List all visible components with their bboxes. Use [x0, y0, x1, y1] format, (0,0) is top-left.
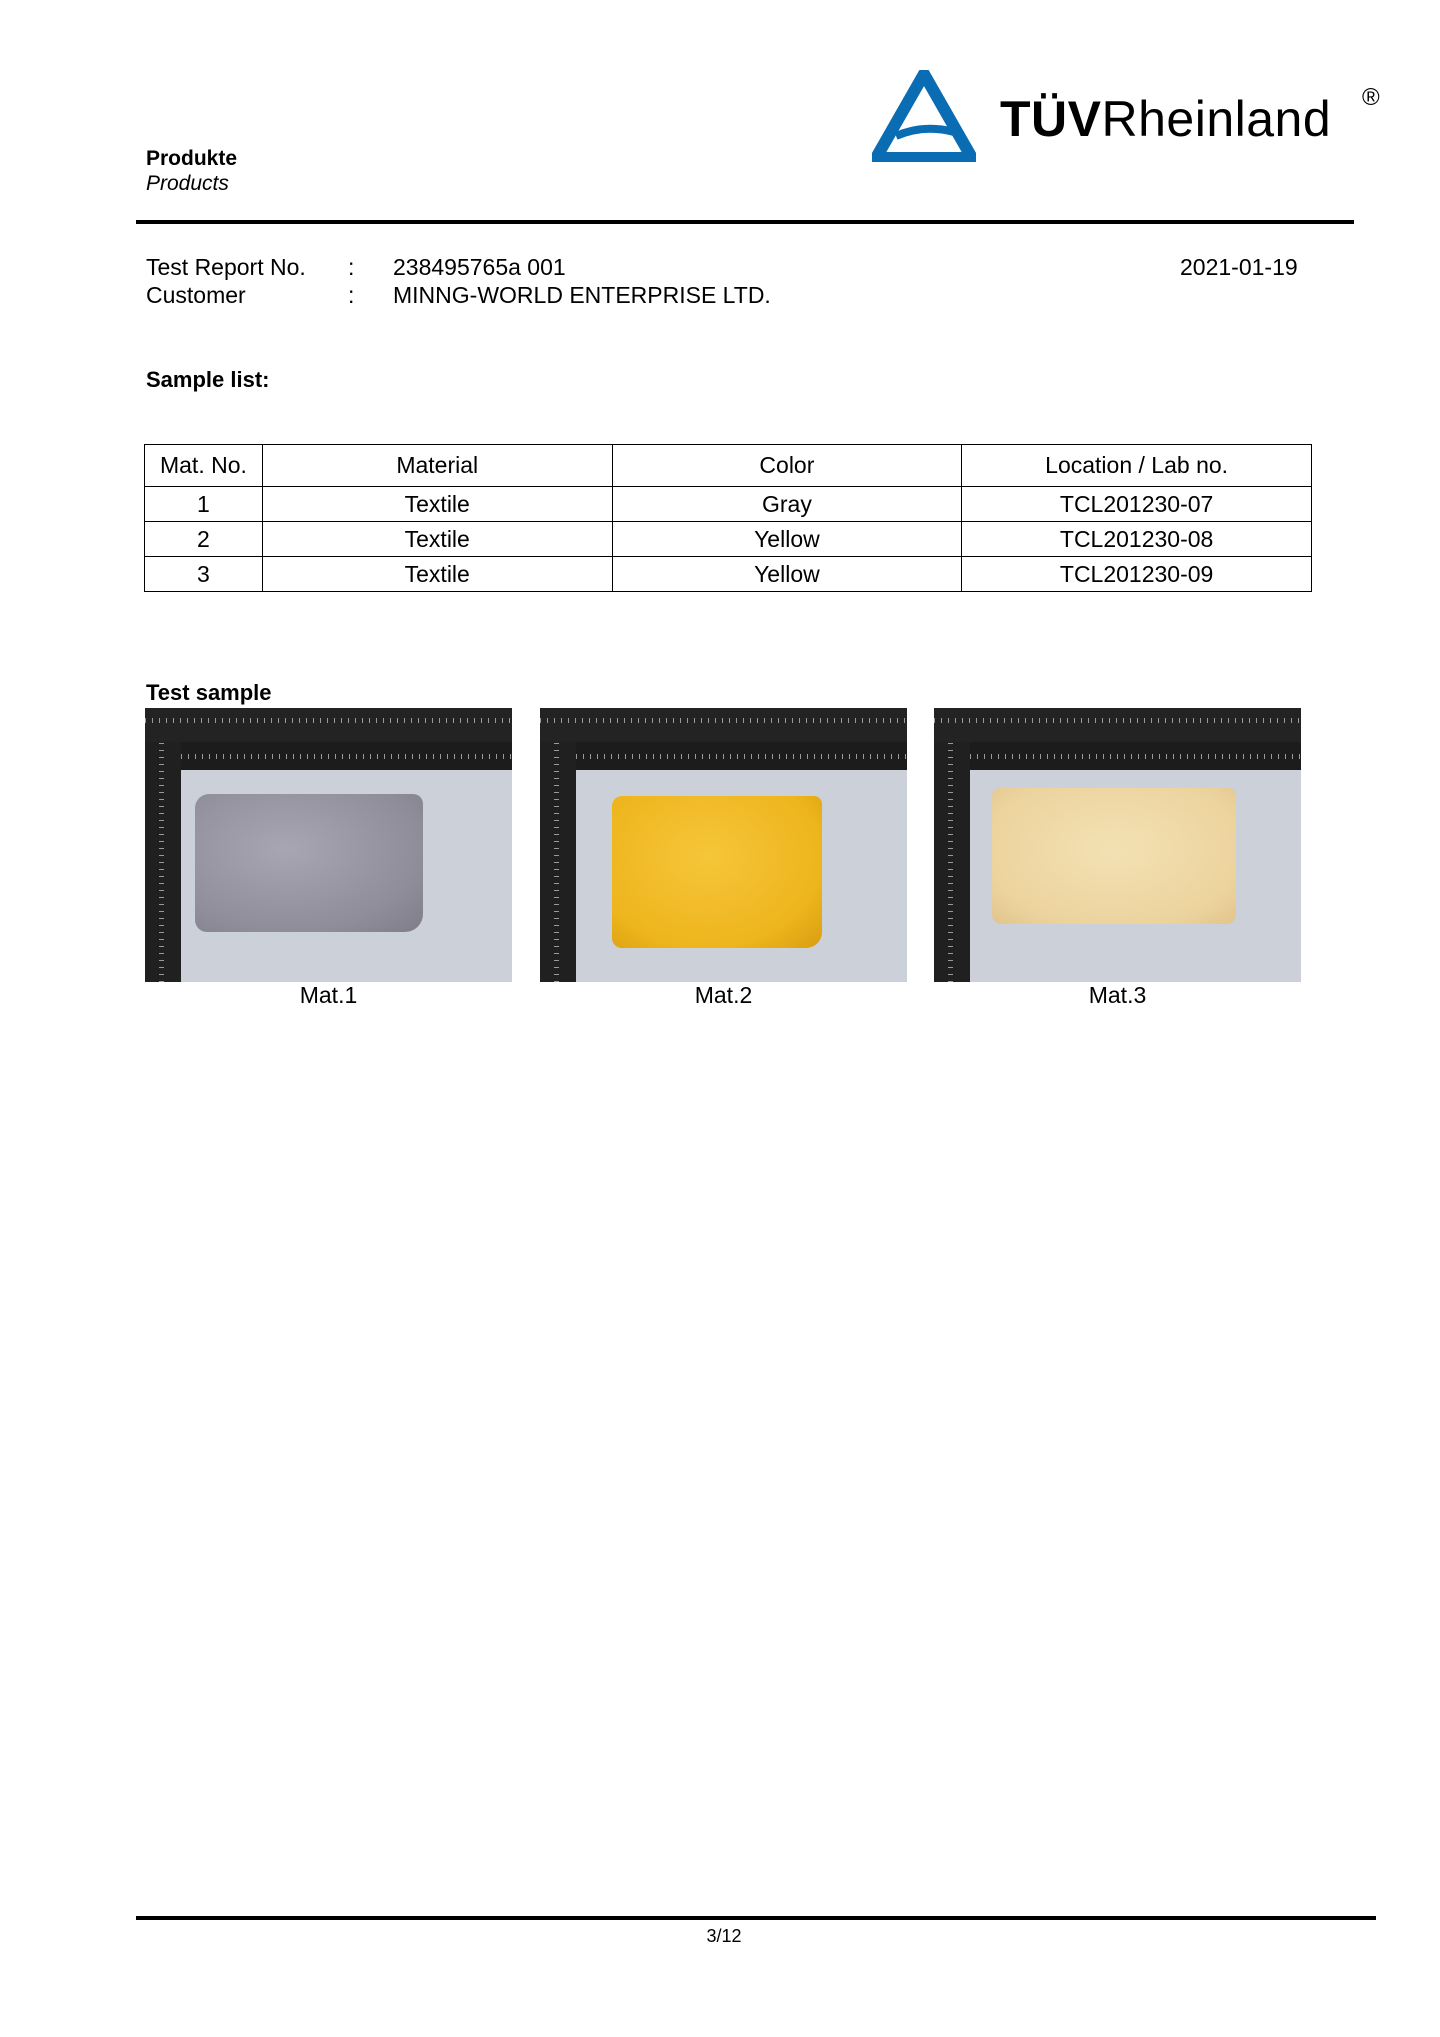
report-number-value: 238495765a 001 [393, 254, 566, 280]
tuv-triangle-icon [872, 70, 976, 162]
department-en: Products [146, 172, 229, 195]
table-header-row [145, 445, 1312, 487]
logo-tuv: TÜV [1000, 91, 1102, 147]
table-cell: TCL201230-07 [962, 487, 1312, 522]
table-cell: TCL201230-08 [962, 522, 1312, 557]
table-cell: Gray [612, 487, 962, 522]
ruler-top-inner [181, 742, 512, 770]
report-number-label: Test Report No. [146, 254, 306, 280]
department-de: Produkte [146, 147, 238, 170]
column-header: Material [262, 445, 612, 487]
ruler-top [934, 708, 1301, 742]
report-number-separator: : [348, 254, 355, 280]
ruler-top [145, 708, 512, 742]
table-row [145, 522, 1312, 557]
textile-sample [195, 794, 423, 932]
logo-wordmark [1000, 90, 1331, 148]
ruler-left [540, 742, 576, 982]
sample-list-title: Sample list: [146, 367, 270, 392]
ruler-top-inner [970, 742, 1301, 770]
table-cell: Yellow [612, 522, 962, 557]
column-header: Color [612, 445, 962, 487]
ruler-top-inner [576, 742, 907, 770]
sample-photo-mat2 [540, 708, 907, 982]
customer-separator: : [348, 282, 355, 308]
sample-list-table [144, 444, 1312, 592]
table-row [145, 557, 1312, 592]
logo-rheinland: Rheinland [1101, 91, 1332, 147]
table-cell: 1 [145, 487, 263, 522]
table-row [145, 487, 1312, 522]
table-cell: Textile [262, 487, 612, 522]
customer-label: Customer [146, 282, 246, 308]
ruler-top [540, 708, 907, 742]
footer-divider [136, 1916, 1376, 1920]
column-header: Location / Lab no. [962, 445, 1312, 487]
ruler-left [934, 742, 970, 982]
page-number: 3/12 [706, 1926, 742, 1946]
table-cell: Textile [262, 557, 612, 592]
sample-photo-mat3 [934, 708, 1301, 982]
textile-sample [992, 788, 1236, 924]
table-cell: 2 [145, 522, 263, 557]
report-date: 2021-01-19 [1180, 254, 1298, 280]
tuv-rheinland-logo [872, 70, 1392, 170]
textile-sample [612, 796, 822, 948]
registered-mark: ® [1362, 84, 1380, 111]
ruler-left [145, 742, 181, 982]
table-cell: 3 [145, 557, 263, 592]
column-header: Mat. No. [145, 445, 263, 487]
sample-photo-mat1 [145, 708, 512, 982]
photo-caption-mat2: Mat.2 [694, 982, 753, 1008]
customer-value: MINNG-WORLD ENTERPRISE LTD. [393, 282, 771, 308]
table-cell: Textile [262, 522, 612, 557]
header-divider [136, 220, 1354, 224]
table-cell: Yellow [612, 557, 962, 592]
photo-caption-mat3: Mat.3 [1088, 982, 1147, 1008]
photo-caption-mat1: Mat.1 [299, 982, 358, 1008]
table-cell: TCL201230-09 [962, 557, 1312, 592]
test-sample-title: Test sample [146, 680, 272, 705]
